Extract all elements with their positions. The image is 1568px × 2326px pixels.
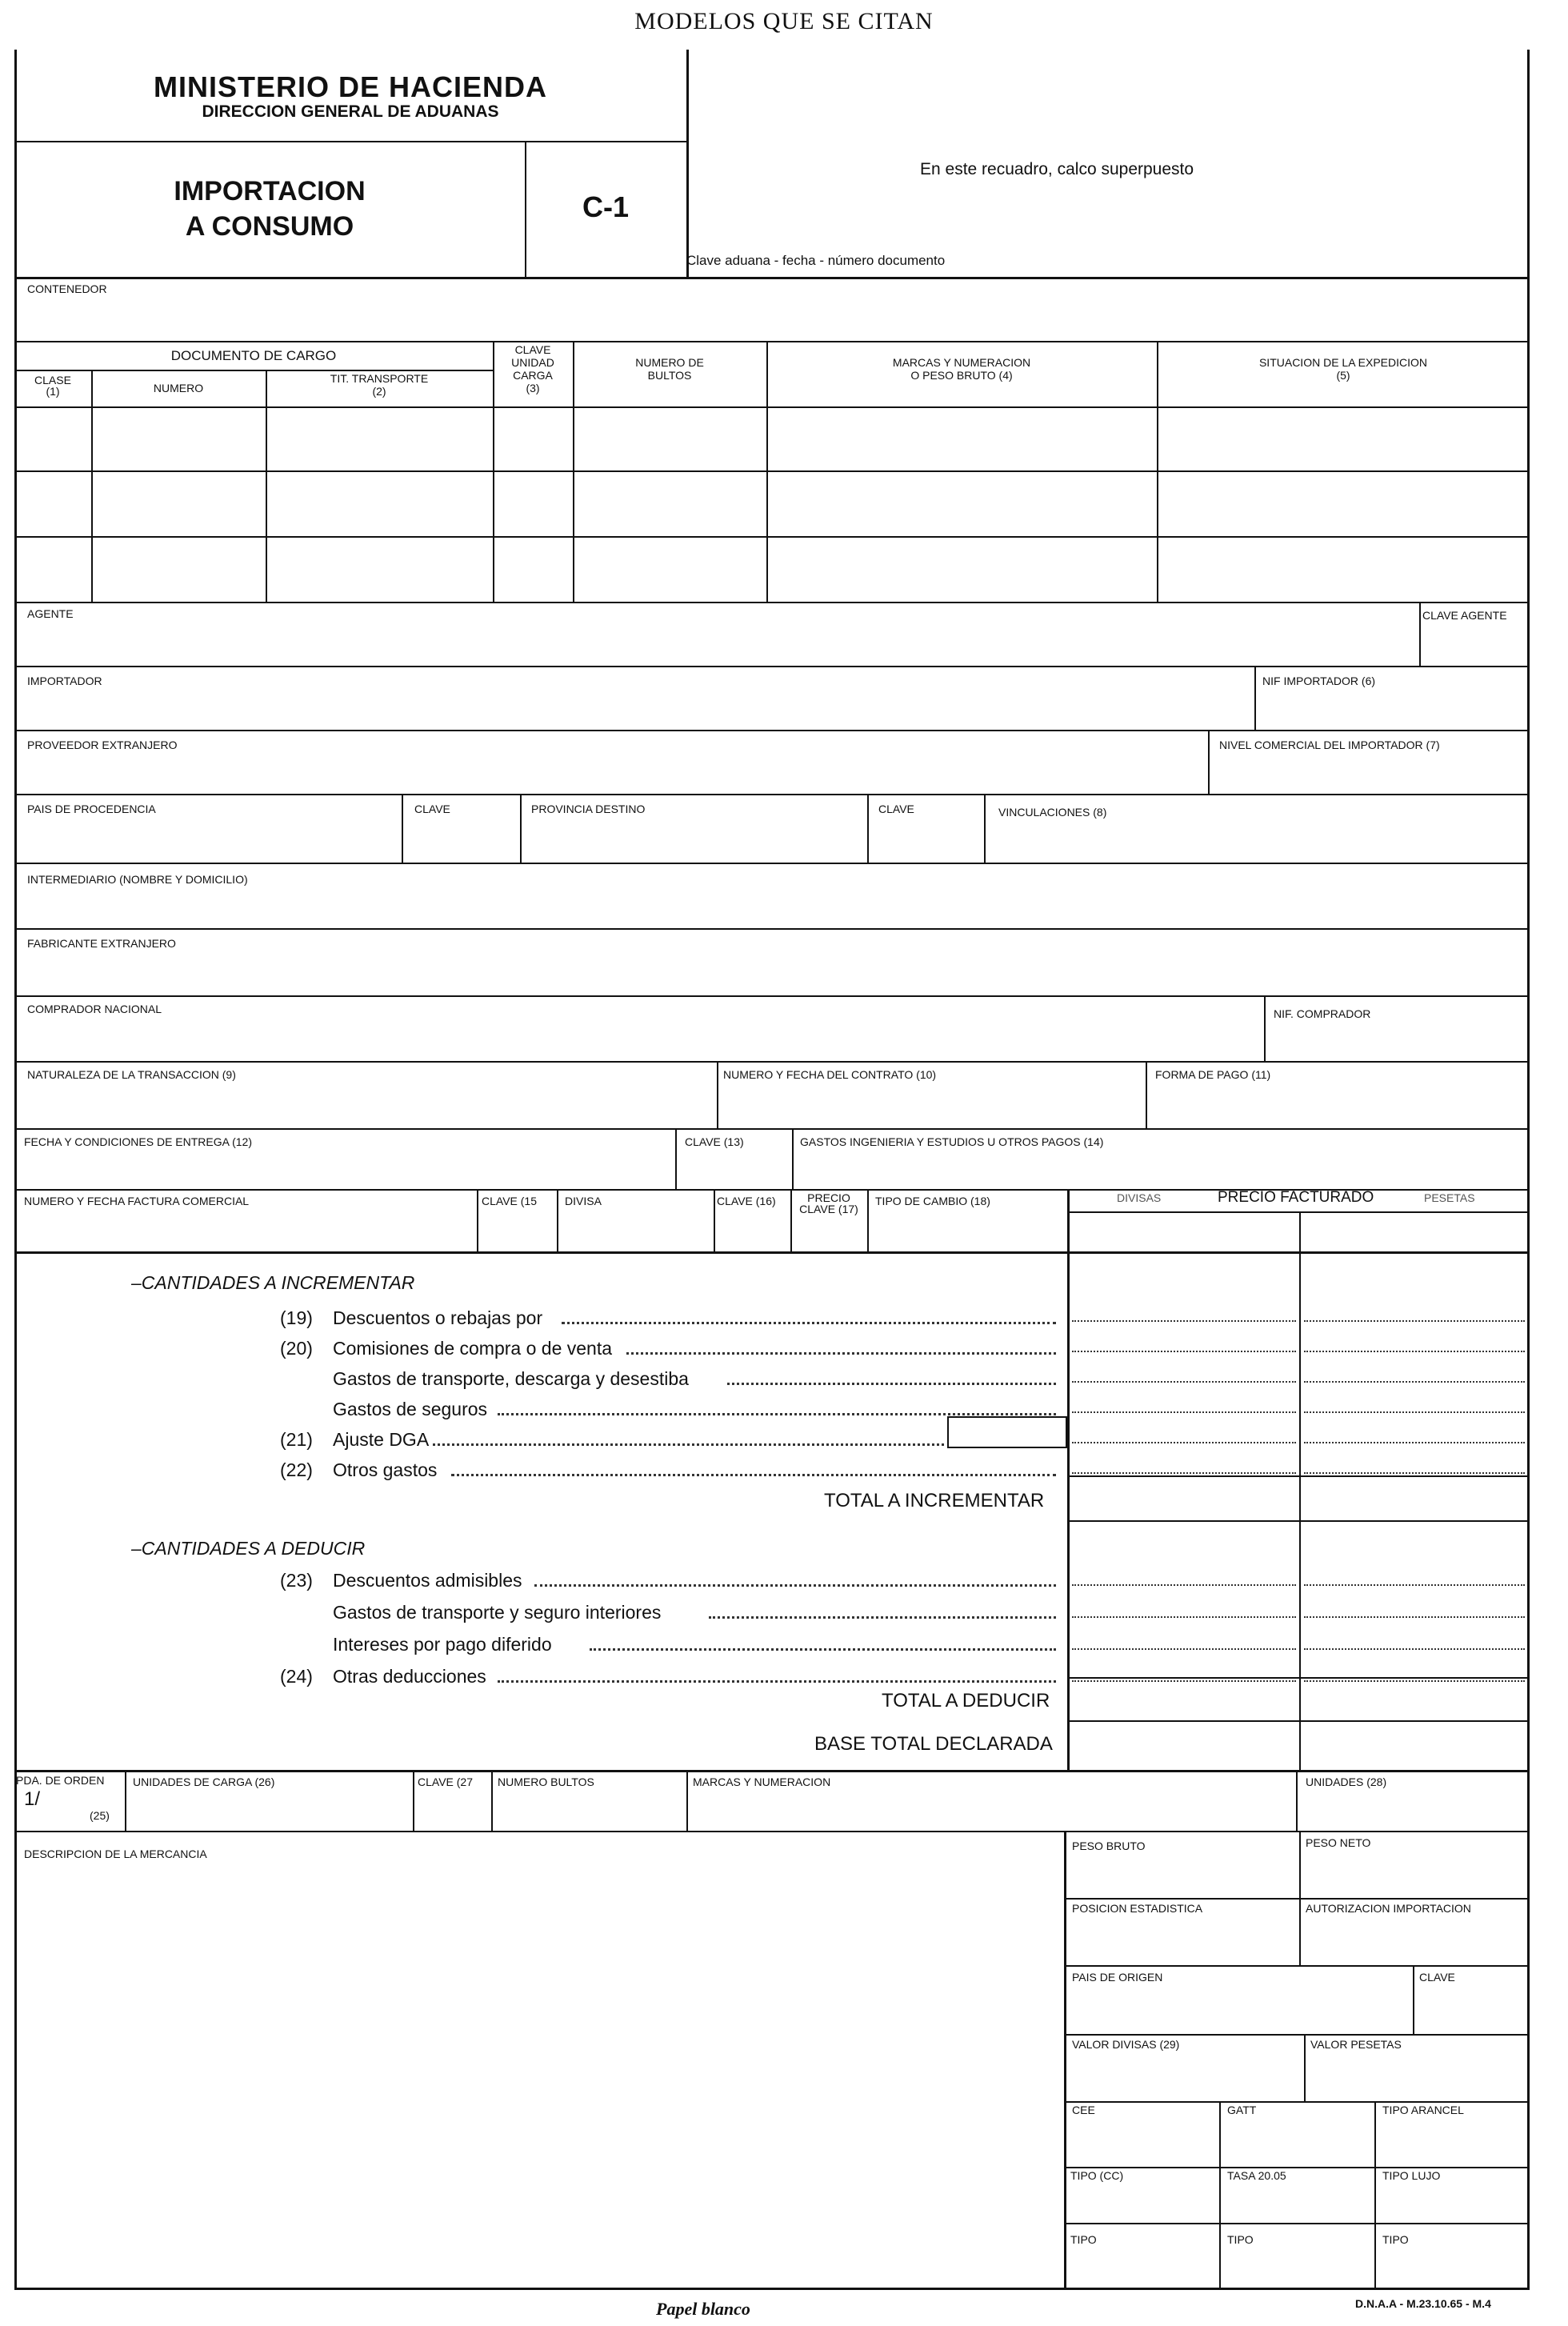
clave-unidad-label-1: CLAVE [514, 343, 551, 356]
incrementar-item-leader [498, 1413, 1057, 1415]
deducir-item-leader [709, 1616, 1056, 1619]
incrementar-item-leader [727, 1383, 1056, 1385]
provincia-destino-label: PROVINCIA DESTINO [531, 803, 646, 815]
total-incrementar-label: TOTAL A INCREMENTAR [824, 1490, 1045, 1511]
autorizacion-label: AUTORIZACION IMPORTACION [1306, 1902, 1471, 1915]
valor-pesetas-label: VALOR PESETAS [1310, 2038, 1402, 2051]
tipo-lujo-label: TIPO LUJO [1382, 2169, 1441, 2182]
fabricante-label: FABRICANTE EXTRANJERO [27, 937, 176, 950]
marcas-numeracion-label: MARCAS Y NUMERACION [693, 1776, 831, 1788]
deducir-item-leader [590, 1648, 1057, 1651]
contenedor-field[interactable] [17, 278, 1527, 339]
amount-entry-line[interactable] [1304, 1351, 1525, 1352]
vinculaciones-label: VINCULACIONES (8) [998, 806, 1107, 819]
numero-fecha-factura-label: NUMERO Y FECHA FACTURA COMERCIAL [24, 1195, 250, 1207]
deducir-heading: –CANTIDADES A DEDUCIR [131, 1538, 366, 1559]
incrementar-item-text: Gastos de seguros [333, 1399, 488, 1419]
numero-bultos-label-2: BULTOS [647, 369, 692, 382]
posicion-estadistica-label: POSICION ESTADISTICA [1072, 1902, 1203, 1915]
tipo-label-2: TIPO [1227, 2233, 1254, 2246]
clave-unidad-label-2: UNIDAD [511, 356, 554, 369]
clave-unidad-number: (3) [526, 382, 540, 394]
gastos-ingenieria-label: GASTOS INGENIERIA Y ESTUDIOS U OTROS PAGOS (14) [800, 1135, 1104, 1148]
form-code: C-1 [582, 190, 629, 223]
situacion-label-1: SITUACION DE LA EXPEDICION [1258, 356, 1428, 369]
pda-orden-number: (25) [90, 1809, 110, 1822]
numero-fecha-contrato-label: NUMERO Y FECHA DEL CONTRATO (10) [723, 1068, 937, 1081]
tasa-label: TASA 20.05 [1227, 2169, 1286, 2182]
pais-procedencia-label: PAIS DE PROCEDENCIA [27, 803, 156, 815]
clave-unidad-label-3: CARGA [513, 369, 553, 382]
clase-label: CLASE [34, 374, 71, 386]
incrementar-item-text: Gastos de transporte, descarga y desestiba [333, 1368, 689, 1389]
clave-origen-label: CLAVE [1419, 1971, 1455, 1984]
amount-entry-line[interactable] [1072, 1472, 1296, 1474]
numero-bultos-label-1: NUMERO DE [635, 356, 704, 369]
clave-aduana-label: Clave aduana - fecha - número documento [686, 253, 946, 268]
nif-comprador-label: NIF. COMPRADOR [1274, 1007, 1371, 1020]
tit-transporte-label: TIT. TRANSPORTE [330, 372, 429, 385]
incrementar-item-leader [562, 1322, 1056, 1324]
amount-entry-line[interactable] [1304, 1584, 1525, 1586]
precio-clave-label-1: PRECIO [807, 1191, 850, 1204]
incrementar-item-leader [626, 1352, 1057, 1355]
incrementar-item-text: Ajuste DGA [333, 1429, 430, 1450]
documento-cargo-label: DOCUMENTO DE CARGO [170, 348, 337, 363]
tipo-cambio-label: TIPO DE CAMBIO (18) [875, 1195, 990, 1207]
importador-label: IMPORTADOR [27, 675, 102, 687]
numero-label: NUMERO [153, 382, 204, 394]
contenedor-label: CONTENEDOR [27, 282, 107, 295]
forma-pago-label: FORMA DE PAGO (11) [1155, 1068, 1271, 1081]
amount-entry-line[interactable] [1072, 1411, 1296, 1413]
unidades-carga-label: UNIDADES DE CARGA (26) [133, 1776, 275, 1788]
incrementar-item-number: (22) [280, 1459, 313, 1480]
peso-bruto-label: PESO BRUTO [1072, 1840, 1146, 1852]
amount-entry-line[interactable] [1072, 1351, 1296, 1352]
amount-entry-line[interactable] [1304, 1616, 1525, 1618]
amount-entry-line[interactable] [1072, 1381, 1296, 1383]
proveedor-label: PROVEEDOR EXTRANJERO [27, 739, 178, 751]
amount-entry-line[interactable] [1072, 1584, 1296, 1586]
amount-entry-line[interactable] [1072, 1616, 1296, 1618]
fecha-condiciones-label: FECHA Y CONDICIONES DE ENTREGA (12) [24, 1135, 252, 1148]
amount-entry-line[interactable] [1304, 1472, 1525, 1474]
ajuste-dga-box[interactable] [947, 1416, 1067, 1448]
valor-divisas-label: VALOR DIVISAS (29) [1072, 2038, 1180, 2051]
amount-entry-line[interactable] [1072, 1320, 1296, 1322]
deducir-item-text: Gastos de transporte y seguro interiores [333, 1602, 662, 1623]
gatt-label: GATT [1227, 2104, 1257, 2116]
tipo-label-3: TIPO [1382, 2233, 1409, 2246]
incrementar-item-number: (21) [280, 1429, 313, 1450]
pesetas-label: PESETAS [1424, 1191, 1475, 1204]
deducir-item-text: Otras deducciones [333, 1666, 486, 1687]
pda-orden-value: 1/ [24, 1788, 41, 1810]
page-header: MODELOS QUE SE CITAN [634, 8, 934, 34]
clave-procedencia-label: CLAVE [414, 803, 450, 815]
base-total-label: BASE TOTAL DECLARADA [814, 1733, 1053, 1755]
nivel-comercial-label: NIVEL COMERCIAL DEL IMPORTADOR (7) [1219, 739, 1440, 751]
unidades28-label: UNIDADES (28) [1306, 1776, 1387, 1788]
nif-importador-label: NIF IMPORTADOR (6) [1262, 675, 1376, 687]
marcas-label-2: O PESO BRUTO (4) [910, 369, 1013, 382]
agente-label: AGENTE [27, 607, 74, 620]
situacion-label-2: (5) [1336, 369, 1350, 382]
tit-transporte-number: (2) [372, 385, 386, 398]
tipo-cc-label: TIPO (CC) [1070, 2169, 1124, 2182]
form-title-line2: A CONSUMO [185, 211, 354, 242]
deducir-item-number: (24) [280, 1666, 313, 1687]
amount-entry-line[interactable] [1304, 1381, 1525, 1383]
incrementar-item-number: (20) [280, 1338, 313, 1359]
amount-entry-line[interactable] [1072, 1442, 1296, 1443]
incrementar-item-text: Descuentos o rebajas por [333, 1307, 543, 1328]
comprador-label: COMPRADOR NACIONAL [27, 1003, 162, 1015]
precio-facturado-label: PRECIO FACTURADO [1218, 1189, 1374, 1206]
amount-entry-line[interactable] [1304, 1680, 1525, 1682]
precio-clave-label-2: CLAVE (17) [799, 1203, 858, 1215]
numero-bultos-label: NUMERO BULTOS [498, 1776, 594, 1788]
descripcion-label: DESCRIPCION DE LA MERCANCIA [24, 1848, 207, 1860]
amount-entry-line[interactable] [1304, 1648, 1525, 1650]
peso-neto-label: PESO NETO [1306, 1836, 1371, 1849]
incrementar-item-number: (19) [280, 1307, 313, 1328]
pais-origen-label: PAIS DE ORIGEN [1072, 1971, 1163, 1984]
amount-entry-line[interactable] [1304, 1411, 1525, 1413]
intermediario-label: INTERMEDIARIO (NOMBRE Y DOMICILIO) [27, 873, 248, 886]
incrementar-item-leader [433, 1443, 944, 1446]
amount-entry-line[interactable] [1072, 1648, 1296, 1650]
total-deducir-label: TOTAL A DEDUCIR [882, 1690, 1050, 1711]
clave15-label: CLAVE (15 [482, 1195, 537, 1207]
deducir-item-leader [534, 1584, 1057, 1587]
deducir-item-text: Intereses por pago diferido [333, 1634, 552, 1655]
tipo-label-1: TIPO [1070, 2233, 1097, 2246]
cee-label: CEE [1072, 2104, 1095, 2116]
form-title-line1: IMPORTACION [174, 176, 366, 206]
deducir-item-number: (23) [280, 1570, 313, 1591]
naturaleza-label: NATURALEZA DE LA TRANSACCION (9) [27, 1068, 236, 1081]
clave27-label: CLAVE (27 [418, 1776, 473, 1788]
amount-entry-line[interactable] [1304, 1442, 1525, 1443]
tipo-arancel-label: TIPO ARANCEL [1382, 2104, 1464, 2116]
incrementar-item-text: Otros gastos [333, 1459, 438, 1480]
calco-note: En este recuadro, calco superpuesto [920, 160, 1194, 178]
clave13-label: CLAVE (13) [685, 1135, 744, 1148]
directorate-name: DIRECCION GENERAL DE ADUANAS [202, 102, 499, 121]
print-code: D.N.A.A - M.23.10.65 - M.4 [1355, 2297, 1491, 2310]
deducir-item-leader [498, 1680, 1057, 1683]
incrementar-item-leader [451, 1474, 1056, 1476]
pda-orden-label: PDA. DE ORDEN [16, 1774, 105, 1787]
clave16-label: CLAVE (16) [717, 1195, 776, 1207]
paper-note: Papel blanco [656, 2299, 750, 2319]
marcas-label-1: MARCAS Y NUMERACION [892, 356, 1031, 369]
divisa-label: DIVISA [565, 1195, 602, 1207]
amount-entry-line[interactable] [1304, 1320, 1525, 1322]
clase-number: (1) [46, 385, 60, 398]
incrementar-heading: –CANTIDADES A INCREMENTAR [131, 1272, 415, 1293]
clave-destino-label: CLAVE [878, 803, 914, 815]
clave-agente-label: CLAVE AGENTE [1422, 609, 1507, 622]
divisas-label: DIVISAS [1117, 1191, 1162, 1204]
deducir-item-text: Descuentos admisibles [333, 1570, 522, 1591]
ministry-name: MINISTERIO DE HACIENDA [153, 70, 548, 103]
incrementar-item-text: Comisiones de compra o de venta [333, 1338, 613, 1359]
amount-entry-line[interactable] [1072, 1680, 1296, 1682]
